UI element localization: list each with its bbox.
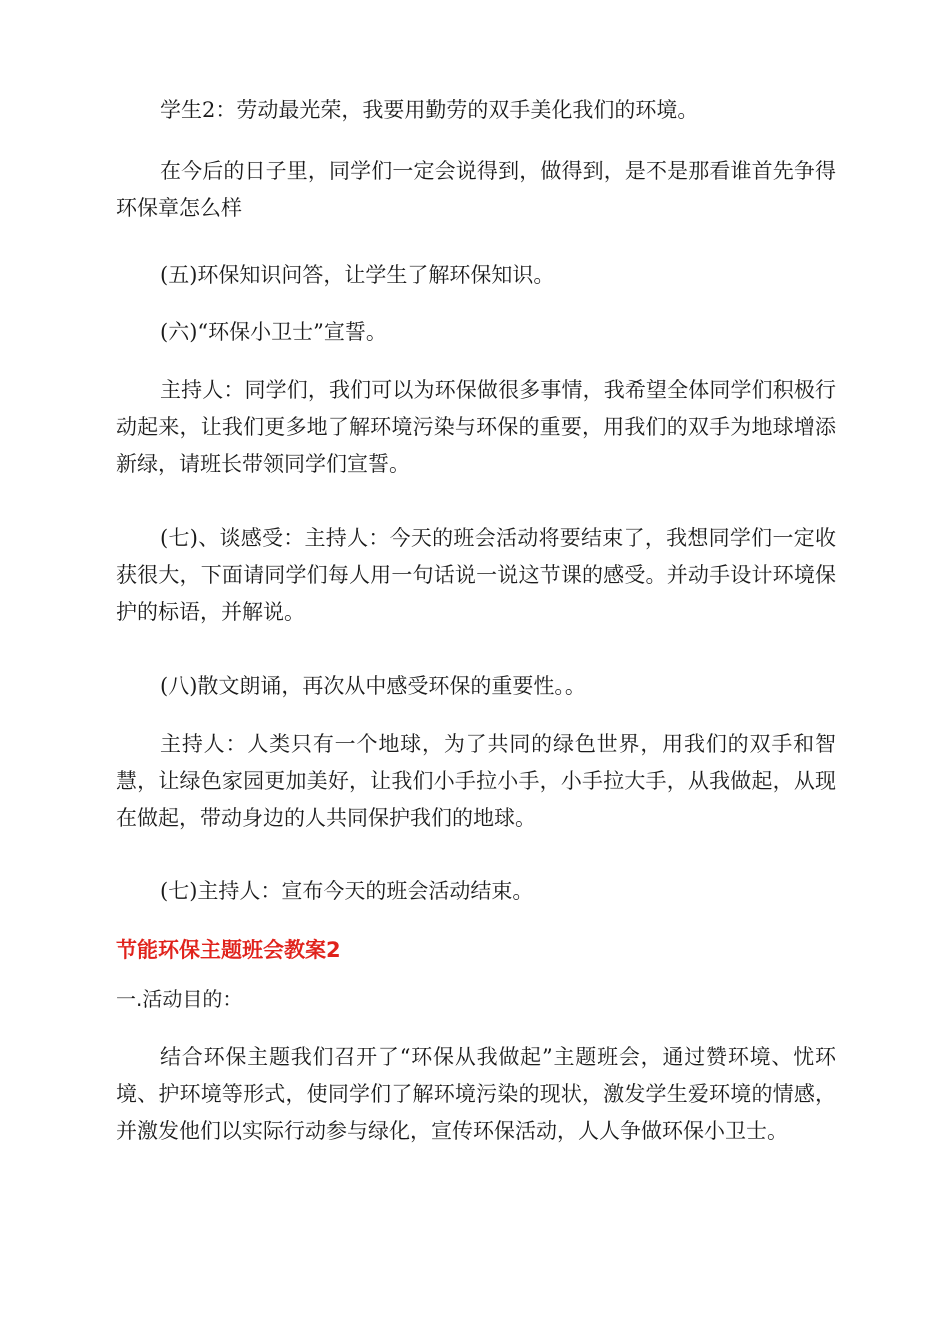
paragraph: 主持人：同学们，我们可以为环保做很多事情，我希望全体同学们积极行动起来，让我们更多地了解环境污染与环保的重要，用我们的双手为地球增添新绿，请班长带领同学们宣誓。 — [116, 378, 836, 476]
paragraph: 结合环保主题我们召开了“环保从我做起”主题班会，通过赞环境、忧环境、护环境等形式，使同学们了解环境污染的现状，激发学生爱环境的情感，并激发他们以实际行动参与绿化，宣传环保活动，人人争做环保小卫士。 — [116, 1045, 836, 1143]
paragraph: (五)环保知识问答，让学生了解环保知识。 — [160, 263, 555, 287]
section-heading: 节能环保主题班会教案2 — [116, 938, 341, 962]
subheading: 一.活动目的： — [116, 987, 243, 1011]
paragraph: (七)、谈感受：主持人：今天的班会活动将要结束了，我想同学们一定收获很大，下面请同学们每人用一句话说一说这节课的感受。并动手设计环境保护的标语，并解说。 — [116, 526, 836, 624]
paragraph: (八)散文朗诵，再次从中感受环保的重要性。。 — [160, 674, 586, 698]
paragraph: 在今后的日子里，同学们一定会说得到，做得到，是不是那看谁首先争得环保章怎么样 — [116, 159, 836, 220]
paragraph: 学生2：劳动最光荣，我要用勤劳的双手美化我们的环境。 — [160, 98, 699, 122]
paragraph: 主持人：人类只有一个地球，为了共同的绿色世界，用我们的双手和智慧，让绿色家园更加美好，让我们小手拉小手，小手拉大手，从我做起，从现在做起，带动身边的人共同保护我们的地球。 — [116, 732, 836, 830]
paragraph: (七)主持人：宣布今天的班会活动结束。 — [160, 879, 534, 903]
paragraph: (六)“环保小卫士”宣誓。 — [160, 320, 387, 344]
